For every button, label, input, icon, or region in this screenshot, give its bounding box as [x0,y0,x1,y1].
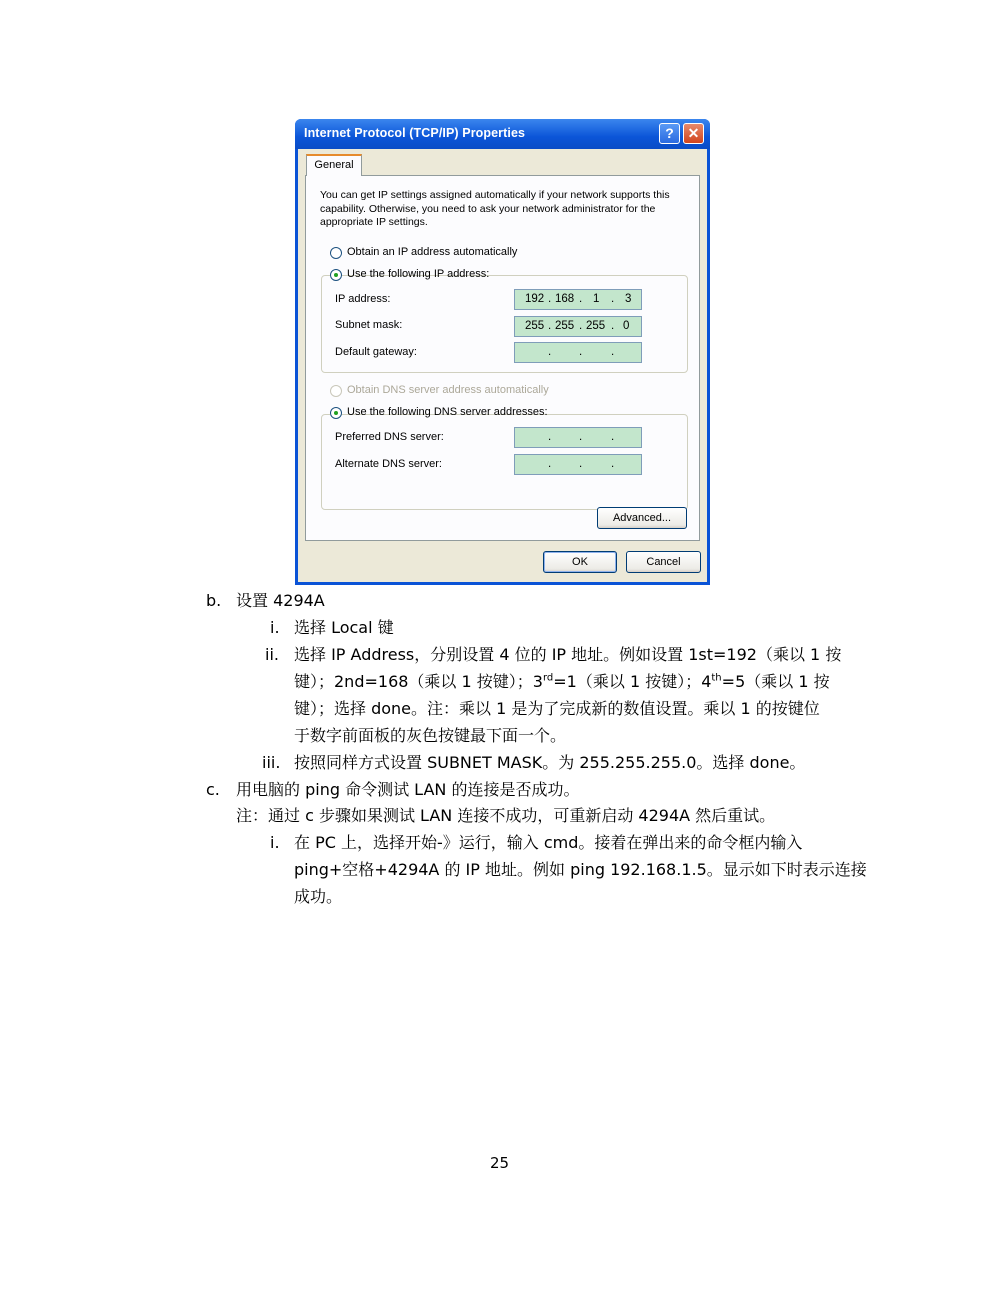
help-button[interactable]: ? [659,123,680,144]
item-b-ii-marker: ii. [265,645,279,664]
general-panel [305,175,700,541]
subnet-mask-field[interactable] [514,316,642,337]
radio-auto-ip-label: Obtain an IP address automatically [347,246,518,258]
pdns-dot-3: . [611,431,615,443]
mask-octet-2: 255 [555,320,575,332]
adns-dot-3: . [611,458,615,470]
item-b-ii-line2-c: =5（乘以 1 按 [721,672,830,691]
mask-dot-3: . [611,320,615,332]
note-text: 注：通过 c 步骤如果测试 LAN 连接不成功，可重新启动 4294A 然后重试。 [236,806,776,825]
radio-manual-ip-circle[interactable] [330,269,342,281]
ip-dot-1: . [548,293,552,305]
ip-dot-3: . [611,293,615,305]
item-c-i-line1: 在 PC 上，选择开始-》运行，输入 cmd。接着在弹出来的命令框内输入 [294,833,803,852]
ip-address-label: IP address: [335,293,391,305]
mask-octet-1: 255 [525,320,545,332]
cancel-button[interactable]: Cancel [626,551,701,573]
radio-manual-ip-label: Use the following IP address: [347,268,490,280]
subnet-mask-label: Subnet mask: [335,319,403,331]
gw-dot-1: . [548,346,552,358]
close-icon: ✕ [687,125,700,141]
item-c-i-marker: i. [270,833,280,852]
item-b-ii-sup-th: th [711,672,722,684]
item-c-text: 用电脑的 ping 命令测试 LAN 的连接是否成功。 [236,780,580,799]
mask-dot-1: . [548,320,552,332]
item-b-i-text: 选择 Local 键 [294,618,394,637]
item-c-i-line2: ping+空格+4294A 的 IP 地址。例如 ping 192.168.1.5。显示如下时表示连接 [294,860,867,879]
ip-octet-2: 168 [555,293,575,305]
tab-general[interactable]: General [306,154,362,176]
default-gateway-field[interactable] [514,342,642,363]
pdns-dot-1: . [548,431,552,443]
radio-auto-ip-circle[interactable] [330,247,342,259]
mask-octet-3: 255 [586,320,606,332]
item-b-marker: b. [206,591,222,610]
ip-octet-1: 192 [525,293,545,305]
item-b-ii-line2-a: 键）；2nd=168（乘以 1 按键）；3 [294,672,543,691]
radio-auto-dns-label: Obtain DNS server address automatically [347,384,549,396]
ip-octet-3: 1 [593,293,600,305]
item-b-iii-text: 按照同样方式设置 SUBNET MASK。为 255.255.255.0。选择 done。 [294,753,806,772]
item-b-ii-line2 [294,671,830,693]
item-b-ii-line3: 键）；选择 done。注：乘以 1 是为了完成新的数值设置。乘以 1 的按键位 [294,699,820,718]
radio-auto-dns-circle[interactable] [330,385,342,397]
alternate-dns-field[interactable] [514,454,642,475]
dialog-title-bar[interactable] [295,119,710,149]
item-b-ii-line1: 选择 IP Address，分别设置 4 位的 IP 地址。例如设置 1st=192（乘以 1 按 [294,645,842,664]
close-button[interactable] [683,123,704,144]
item-b-iii-marker: iii. [262,753,281,772]
default-gateway-label: Default gateway: [335,346,417,358]
radio-manual-dns[interactable] [330,406,548,422]
mask-octet-4: 0 [623,320,630,332]
item-b-ii-line2-b: =1（乘以 1 按键）；4 [553,672,712,691]
ip-dot-2: . [579,293,583,305]
radio-manual-dns-circle[interactable] [330,407,342,419]
alternate-dns-label: Alternate DNS server: [335,458,442,470]
item-b-text: 设置 4294A [236,591,325,610]
pdns-dot-2: . [579,431,583,443]
adns-dot-1: . [548,458,552,470]
gw-dot-2: . [579,346,583,358]
gw-dot-3: . [611,346,615,358]
radio-manual-ip[interactable] [330,268,490,284]
item-b-i-marker: i. [270,618,280,637]
ip-address-field[interactable] [514,289,642,310]
dialog-title: Internet Protocol (TCP/IP) Properties [304,126,526,140]
dialog-description: You can get IP settings assigned automatically if your network supports this capability. Otherwise, you need to ask your network administrator for the appropriate IP settings. [320,189,670,228]
advanced-button[interactable]: Advanced... [597,507,687,529]
ip-octet-4: 3 [625,293,632,305]
tcpip-properties-dialog [295,119,710,585]
item-b-ii-sup-rd: rd [542,672,554,684]
preferred-dns-field[interactable] [514,427,642,448]
radio-manual-dns-label: Use the following DNS server addresses: [347,406,548,418]
dialog-body [298,149,707,582]
mask-dot-2: . [579,320,583,332]
preferred-dns-label: Preferred DNS server: [335,431,444,443]
item-c-marker: c. [206,780,220,799]
page-number: 25 [490,1154,510,1172]
ok-button[interactable]: OK [543,551,617,573]
adns-dot-2: . [579,458,583,470]
item-c-i-line3: 成功。 [294,887,343,906]
item-b-ii-line4: 于数字前面板的灰色按键最下面一个。 [294,726,567,745]
